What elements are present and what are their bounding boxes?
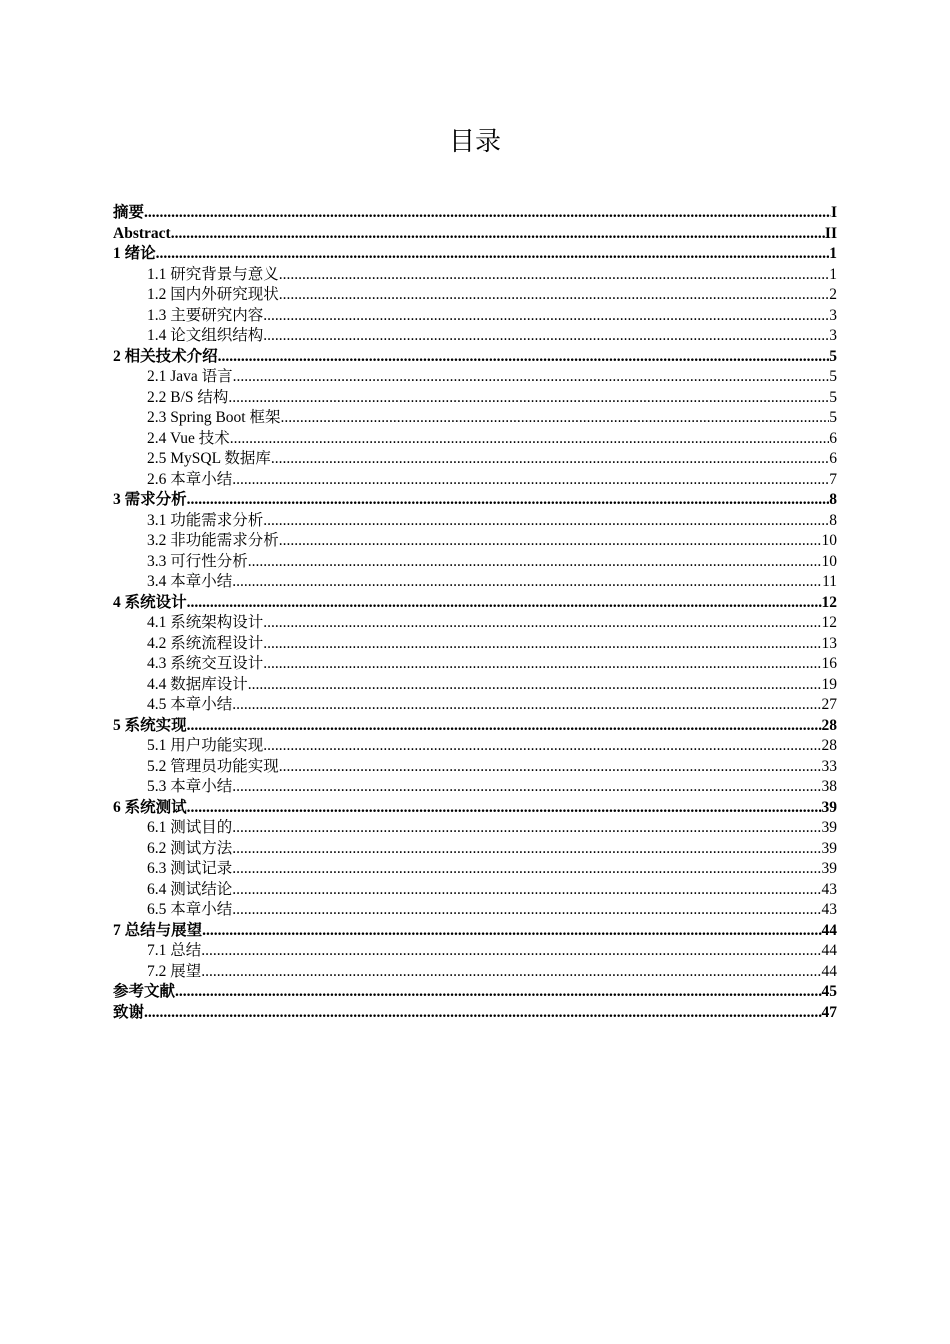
toc-entry[interactable] — [113, 449, 837, 470]
toc-entry[interactable] — [113, 798, 837, 819]
toc-entry-page: 38 — [821, 778, 837, 795]
toc-entry[interactable] — [113, 244, 837, 265]
toc-entry[interactable] — [113, 818, 837, 839]
toc-entry-label: 4.4 数据库设计 — [147, 675, 248, 693]
toc-entry[interactable] — [113, 388, 837, 409]
dot-leader — [230, 429, 830, 450]
toc-entry-page: 3 — [829, 306, 837, 324]
toc-entry[interactable] — [113, 880, 837, 901]
dot-leader — [232, 695, 821, 716]
toc-entry-label: 5 系统实现 — [113, 716, 187, 734]
toc-entry[interactable] — [113, 306, 837, 327]
toc-entry[interactable] — [113, 531, 837, 552]
toc-entry-page: 10 — [821, 532, 837, 549]
toc-entry-page: 27 — [821, 696, 837, 713]
toc-entry-label: 7.1 总结 — [147, 942, 202, 959]
toc-entry[interactable] — [113, 203, 837, 224]
toc-entry[interactable] — [113, 511, 837, 532]
dot-leader — [187, 798, 822, 819]
dot-leader — [232, 859, 821, 880]
toc-entry-label: 4.1 系统架构设计 — [147, 614, 264, 631]
toc-entry[interactable] — [113, 470, 837, 491]
toc-entry-label: 4.5 本章小结 — [147, 696, 233, 713]
toc-entry[interactable] — [113, 408, 837, 429]
dot-leader — [279, 531, 822, 552]
toc-entry-label: 3.4 本章小结 — [147, 573, 233, 590]
dot-leader — [175, 982, 821, 1003]
dot-leader — [279, 285, 829, 306]
toc-entry-page: 39 — [821, 839, 837, 857]
toc-entry-page: 44 — [821, 921, 837, 939]
toc-entry[interactable] — [113, 900, 837, 921]
toc-entry-page: 6 — [829, 429, 837, 447]
dot-leader — [201, 962, 821, 983]
toc-entry-label: 1.4 论文组织结构 — [147, 327, 264, 344]
toc-entry-page: 33 — [821, 757, 837, 775]
toc-entry-page: 44 — [821, 942, 837, 959]
toc-entry-page: 1 — [829, 245, 837, 262]
dot-leader — [232, 818, 821, 839]
toc-entry[interactable] — [113, 757, 837, 778]
toc-entry-page: 39 — [821, 819, 837, 836]
dot-leader — [271, 449, 829, 470]
toc-entry-page: 43 — [821, 901, 837, 918]
toc-entry-label: 6.4 测试结论 — [147, 880, 233, 898]
dot-leader — [279, 757, 822, 778]
toc-entry[interactable] — [113, 982, 837, 1003]
toc-entry-page: 5 — [829, 409, 837, 426]
toc-entry-page: 47 — [821, 1003, 837, 1021]
toc-entry-label: 6.1 测试目的 — [147, 819, 233, 836]
toc-entry[interactable] — [113, 921, 837, 942]
toc-entry-label: 2.6 本章小结 — [147, 470, 233, 488]
toc-entry[interactable] — [113, 285, 837, 306]
dot-leader — [263, 306, 829, 327]
toc-entry-label: 6 系统测试 — [113, 798, 187, 816]
toc-entry[interactable] — [113, 859, 837, 880]
toc-entry[interactable] — [113, 654, 837, 675]
toc-entry-label: 2.2 B/S 结构 — [147, 388, 229, 406]
toc-entry-page: 44 — [821, 962, 837, 980]
dot-leader — [263, 736, 821, 757]
toc-entry-label: 3.2 非功能需求分析 — [147, 532, 279, 549]
toc-entry-label: 2.3 Spring Boot 框架 — [147, 409, 281, 426]
toc-entry-label: 3 需求分析 — [113, 491, 187, 508]
dot-leader — [201, 941, 821, 962]
table-of-contents — [113, 203, 837, 1023]
toc-entry-page: 12 — [821, 614, 837, 631]
toc-entry-label: 2.5 MySQL 数据库 — [147, 450, 271, 467]
toc-entry[interactable] — [113, 490, 837, 511]
dot-leader — [263, 634, 821, 655]
toc-entry-page: 45 — [821, 983, 837, 1000]
toc-entry[interactable] — [113, 593, 837, 614]
dot-leader — [263, 654, 821, 675]
toc-entry-label: 7 总结与展望 — [113, 921, 203, 939]
toc-entry[interactable] — [113, 552, 837, 573]
toc-entry[interactable] — [113, 716, 837, 737]
dot-leader — [232, 900, 821, 921]
toc-entry-page: 3 — [829, 327, 837, 344]
toc-entry-page: 8 — [829, 491, 837, 508]
toc-entry[interactable] — [113, 941, 837, 962]
toc-entry-label: 致谢 — [113, 1003, 145, 1021]
toc-entry-page: 39 — [821, 860, 837, 877]
dot-leader — [232, 839, 821, 860]
toc-entry[interactable] — [113, 572, 837, 593]
toc-entry[interactable] — [113, 839, 837, 860]
toc-entry[interactable] — [113, 695, 837, 716]
toc-entry[interactable] — [113, 429, 837, 450]
toc-entry-label: 6.2 测试方法 — [147, 839, 233, 857]
toc-entry[interactable] — [113, 1003, 837, 1024]
toc-title: 目录 — [448, 127, 501, 157]
toc-entry-page: 43 — [821, 880, 837, 898]
toc-entry-page: 2 — [829, 286, 837, 303]
toc-entry-label: 2.4 Vue 技术 — [147, 429, 230, 447]
toc-entry[interactable] — [113, 675, 837, 696]
toc-entry-label: 4.3 系统交互设计 — [147, 655, 264, 672]
toc-entry[interactable] — [113, 265, 837, 286]
dot-leader — [187, 490, 830, 511]
toc-entry-label: 5.1 用户功能实现 — [147, 737, 264, 754]
dot-leader — [187, 593, 822, 614]
toc-entry-label: 6.3 测试记录 — [147, 860, 233, 877]
toc-entry-label: 3.1 功能需求分析 — [147, 511, 264, 529]
dot-leader — [232, 777, 821, 798]
toc-entry-label: 5.2 管理员功能实现 — [147, 757, 279, 775]
toc-entry-page: 12 — [821, 593, 837, 611]
dot-leader — [263, 613, 821, 634]
toc-entry-label: 参考文献 — [113, 983, 176, 1000]
toc-entry[interactable] — [113, 326, 837, 347]
dot-leader — [263, 326, 829, 347]
dot-leader — [233, 367, 830, 388]
toc-entry-page: 28 — [821, 737, 837, 754]
dot-leader — [144, 203, 831, 224]
dot-leader — [218, 347, 830, 368]
toc-entry-label: 5.3 本章小结 — [147, 778, 233, 795]
dot-leader — [280, 408, 829, 429]
toc-entry-page: 1 — [829, 265, 837, 283]
dot-leader — [263, 511, 829, 532]
toc-entry[interactable] — [113, 962, 837, 983]
toc-entry-label: 1.1 研究背景与意义 — [147, 265, 279, 283]
dot-leader — [279, 265, 829, 286]
toc-entry-page: 10 — [821, 552, 837, 570]
toc-entry-page: 39 — [821, 798, 837, 816]
dot-leader — [228, 388, 829, 409]
toc-entry-label: 4 系统设计 — [113, 593, 187, 611]
toc-entry-page: 28 — [821, 716, 837, 734]
toc-entry[interactable] — [113, 777, 837, 798]
toc-entry-page: 16 — [821, 655, 837, 672]
toc-entry-page: 5 — [829, 347, 837, 365]
dot-leader — [232, 572, 822, 593]
toc-entry-page: 5 — [829, 368, 837, 385]
dot-leader — [232, 470, 829, 491]
toc-entry-page: 19 — [821, 675, 837, 693]
dot-leader — [187, 716, 822, 737]
toc-entry-label: 摘要 — [113, 204, 145, 221]
toc-entry-page: 7 — [829, 470, 837, 488]
toc-entry[interactable] — [113, 634, 837, 655]
toc-entry-page: 13 — [821, 634, 837, 652]
dot-leader — [144, 1003, 821, 1024]
dot-leader — [248, 552, 822, 573]
toc-entry-label: Abstract — [113, 224, 171, 242]
dot-leader — [171, 224, 825, 245]
toc-entry-label: 4.2 系统流程设计 — [147, 634, 264, 652]
toc-entry-page: 6 — [829, 450, 837, 467]
toc-entry[interactable] — [113, 736, 837, 757]
toc-entry-label: 6.5 本章小结 — [147, 901, 233, 918]
dot-leader — [202, 921, 821, 942]
toc-entry-label: 3.3 可行性分析 — [147, 552, 248, 570]
toc-entry-label: 2 相关技术介绍 — [113, 347, 218, 365]
toc-entry[interactable] — [113, 224, 837, 245]
toc-entry-label: 1.3 主要研究内容 — [147, 306, 264, 324]
toc-entry-label: 1.2 国内外研究现状 — [147, 286, 279, 303]
dot-leader — [248, 675, 822, 696]
toc-entry-page: II — [824, 224, 837, 242]
toc-entry-label: 7.2 展望 — [147, 962, 202, 980]
toc-entry-label: 1 绪论 — [113, 245, 156, 262]
toc-entry[interactable] — [113, 347, 837, 368]
toc-entry-page: 11 — [822, 573, 837, 590]
dot-leader — [156, 244, 830, 265]
toc-entry-page: 5 — [829, 388, 837, 406]
toc-entry[interactable] — [113, 613, 837, 634]
toc-entry-page: I — [830, 204, 837, 221]
toc-entry-page: 8 — [829, 511, 837, 529]
toc-entry-label: 2.1 Java 语言 — [147, 368, 233, 385]
toc-entry[interactable] — [113, 367, 837, 388]
dot-leader — [232, 880, 821, 901]
